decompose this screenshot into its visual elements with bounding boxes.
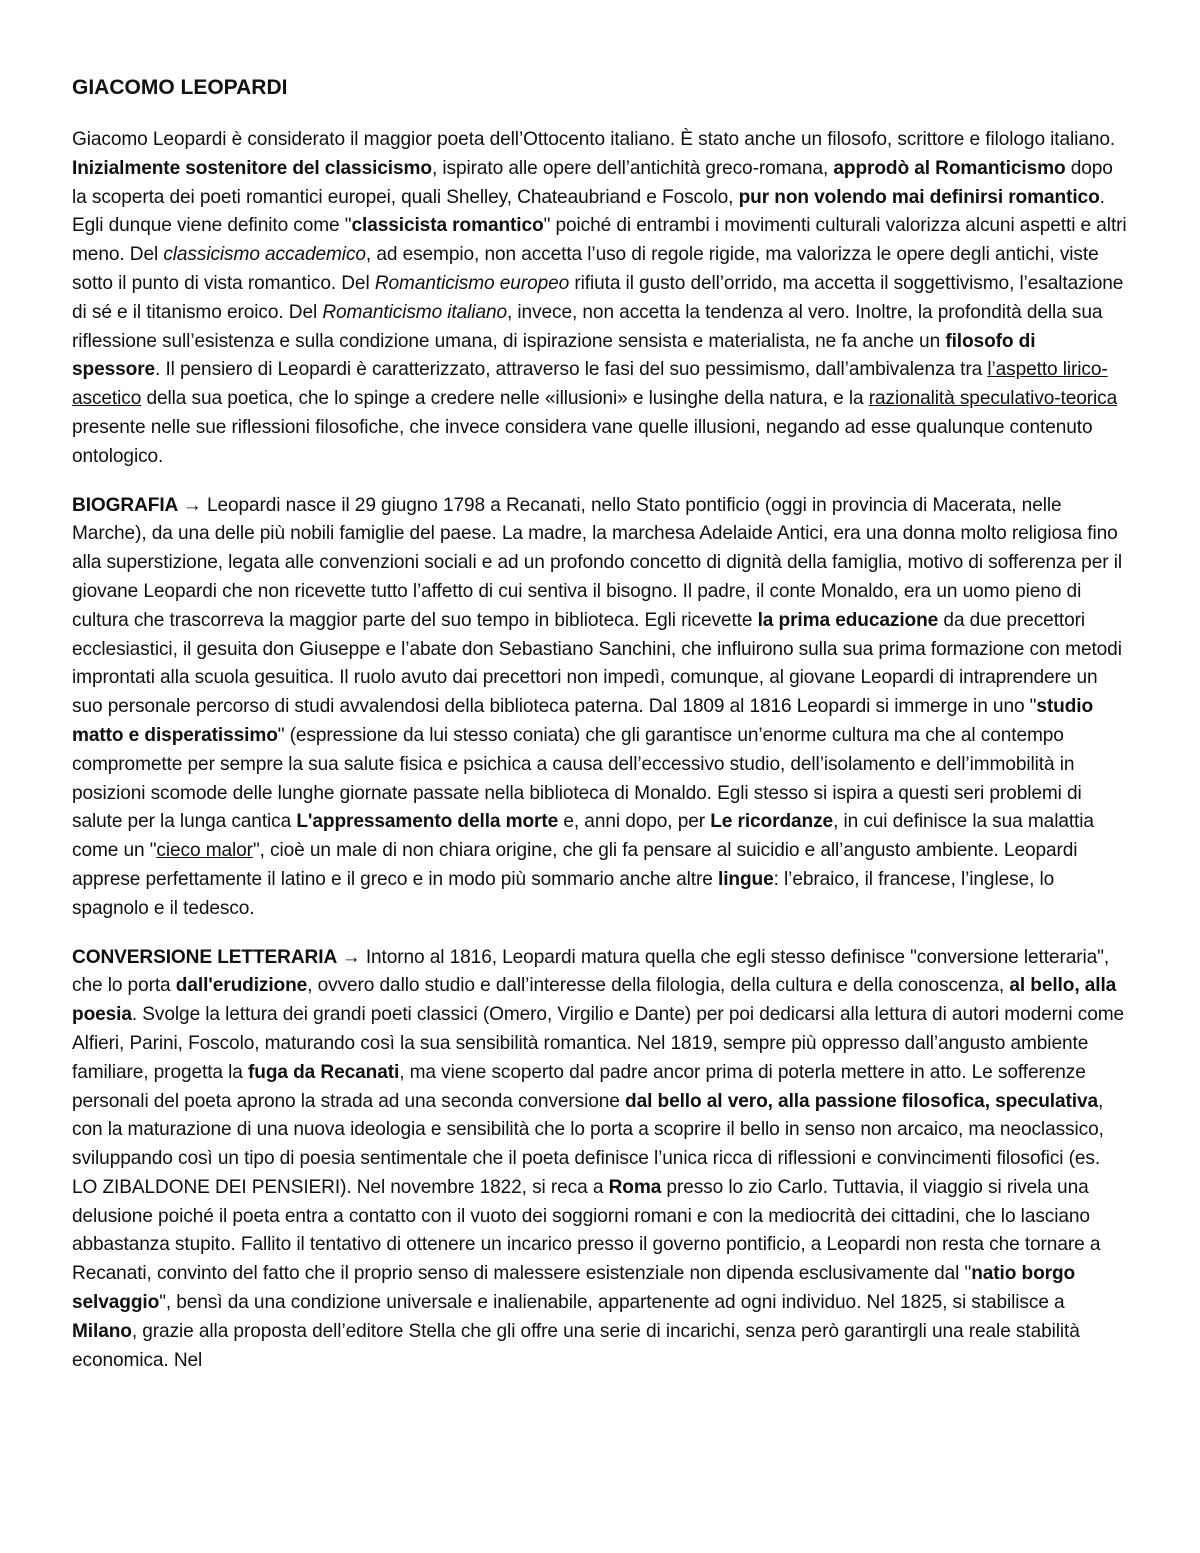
bold-run: la prima educazione xyxy=(757,609,939,631)
bold-run: approdò al Romanticismo xyxy=(833,157,1066,179)
text-run: rifiuta il gusto dell’orrido, ma accetta il soggettivismo, l’esaltazione di sé e il titanismo eroico. Del xyxy=(72,272,1124,323)
bold-run: natio borgo selvaggio xyxy=(72,1263,1076,1314)
text-run: da due precettori ecclesiastici, il gesuita don Giuseppe e l’abate don Sebastiano Sanchini, che influirono sulla sua prima formazione con metodi improntati alla scuola gesuitica. Il ruolo avuto dai precettori non impedì, comunque, al giovane Leopardi di intraprendere un suo personale percorso di studi avvalendosi della biblioteca paterna. Dal 1809 al 1816 Leopardi si immerge in uno " xyxy=(72,609,1122,718)
bold-run: lingue xyxy=(718,868,774,890)
text-run: presso lo zio Carlo. Tuttavia, il viaggio si rivela una delusione poiché il poeta entra a contatto con il vuoto dei soggiorni romani e con la mediocrità dei cittadini, che lo lasciano abbastanza stupito. Fallito il tentativo di ottenere un incarico presso il governo pontificio, a Leopardi non resta che tornare a Recanati, convinto del fatto che il proprio senso di malessere esistenziale non dipenda esclusivamente dal " xyxy=(72,1176,1101,1285)
text-run: e, anni dopo, per xyxy=(558,811,711,833)
italic-run: classicismo accademico xyxy=(163,244,366,266)
bold-run: al bello, alla poesia xyxy=(72,975,1117,1026)
text-run: presente nelle sue riflessioni filosofiche, che invece considera vane quelle illusioni, negando ad esse qualunque contenuto ontologico. xyxy=(72,416,1093,467)
text-run: , in cui definisce la sua malattia come un " xyxy=(72,811,1094,862)
text-run: " (espressione da lui stesso coniata) che gli garantisce un’enorme cultura ma che al contempo compromette per sempre la sua salute fisica e psichica a causa dell’eccessivo studio, dell’isolamento e dell’immobilità in posizioni scomode delle lunghe giornate passate nella biblioteca di Monaldo. Egli stesso si ispira a questi seri problemi di salute per la lunga cantica xyxy=(72,724,1082,833)
text-run: Giacomo Leopardi è considerato il maggior poeta dell’Ottocento italiano. È stato anche un filosofo, scrittore e filologo italiano. xyxy=(72,129,1116,150)
paragraph-conversione-letteraria xyxy=(72,944,1128,1376)
bold-run: L'appressamento della morte xyxy=(296,811,559,833)
text-run: ", cioè un male di non chiara origine, che gli fa pensare al suicidio e all’angusto ambiente. Leopardi apprese perfettamente il latino e il greco e in modo più sommario anche altre xyxy=(72,840,1078,890)
text-run: , grazie alla proposta dell’editore Stella che gli offre una serie di incarichi, senza però garantirgli una reale stabilità economica. Nel xyxy=(72,1320,1080,1371)
bold-run: dall'erudizione xyxy=(175,975,308,997)
bold-run: Le ricordanze xyxy=(710,811,834,833)
text-run: , ad esempio, non accetta l’uso di regole rigide, ma valorizza le opere degli antichi, viste sotto il punto di vista romantico. Del xyxy=(72,244,1099,294)
bold-run: BIOGRAFIA → xyxy=(72,494,202,516)
bold-run: dal bello al vero, alla passione filosofica, speculativa xyxy=(625,1090,1099,1112)
bold-run: filosofo di spessore xyxy=(72,330,1036,381)
text-run: della sua poetica, che lo spinge a credere nelle «illusioni» e lusinghe della natura, e la xyxy=(141,388,869,410)
text-run: , ma viene scoperto dal padre ancor prima di poterla mettere in atto. Le sofferenze personali del poeta aprono la strada ad una seconda conversione xyxy=(72,1061,1086,1112)
text-run: . Svolge la lettura dei grandi poeti classici (Omero, Virgilio e Dante) per poi dedicarsi alla lettura di autori moderni come Alfieri, Parini, Foscolo, maturando così la sua sensibilità romantica. Nel 1819, sempre più oppresso dall’angusto ambiente familiare, progetta la xyxy=(72,1004,1125,1083)
bold-run: Inizialmente sostenitore del classicismo xyxy=(72,157,432,179)
italic-run: Romanticismo europeo xyxy=(374,272,570,294)
underlined-run: razionalità speculativo-teorica xyxy=(868,388,1118,410)
text-run: , invece, non accetta la tendenza al vero. Inoltre, la profondità della sua riflessione sull’esistenza e sulla condizione umana, di ispirazione sensista e materialista, ne fa anche un xyxy=(72,301,1103,352)
text-run: Intorno al 1816, Leopardi matura quella che egli stesso definisce "conversione letteraria", che lo porta xyxy=(72,946,1110,997)
bold-run: studio matto e disperatissimo xyxy=(72,696,1094,746)
text-run: dopo la scoperta dei poeti romantici europei, quali Shelley, Chateaubriand e Foscolo, xyxy=(72,157,1113,208)
bold-run: classicista romantico xyxy=(351,215,544,237)
bold-run: pur non volendo mai definirsi romantico xyxy=(738,186,1100,208)
text-run: , ovvero dallo studio e dall’interesse della filologia, della cultura e della conoscenza, xyxy=(307,975,1010,997)
text-run: . Il pensiero di Leopardi è caratterizzato, attraverso le fasi del suo pessimismo, dall’ambivalenza tra xyxy=(155,359,988,381)
text-run: Leopardi nasce il 29 giugno 1798 a Recanati, nello Stato pontificio (oggi in provincia di Macerata, nelle Marche), da una delle più nobili famiglie del paese. La madre, la marchesa Adelaide Antici, era una donna molto religiosa fino alla superstizione, legata alle convenzioni sociali e ad un profondo concetto di dignità della famiglia, motivo di sofferenza per il giovane Leopardi che non ricevette tutto l’affetto di cui sentiva il bisogno. Il padre, il conte Monaldo, era un uomo pieno di cultura che trascorreva la maggior parte del suo tempo in biblioteca. Egli ricevette xyxy=(72,494,1122,631)
text-run: . Egli dunque viene definito come " xyxy=(72,186,1105,237)
text-run: ", bensì da una condizione universale e inalienabile, appartenente ad ogni individuo. Nel 1825, si stabilisce a xyxy=(159,1292,1065,1314)
underlined-run: l’aspetto lirico-ascetico xyxy=(72,359,1108,410)
text-run: , con la maturazione di una nuova ideologia e sensibilità che lo porta a scoprire il bello in senso non arcaico, ma neoclassico, sviluppando così un tipo di poesia sentimentale che il poeta definisce l’unica ricca di riflessioni e convincimenti filosofici (es. LO ZIBALDONE DEI PENSIERI). Nel novembre 1822, si reca a xyxy=(72,1090,1104,1198)
italic-run: Romanticismo italiano xyxy=(322,301,507,323)
paragraph-intro xyxy=(72,126,1128,472)
bold-run: CONVERSIONE LETTERARIA → xyxy=(72,946,361,968)
text-run: : l’ebraico, il francese, l’inglese, lo spagnolo e il tedesco. xyxy=(72,868,1055,919)
bold-run: fuga da Recanati xyxy=(248,1061,400,1083)
underlined-run: cieco malor xyxy=(156,840,253,862)
page-title: GIACOMO LEOPARDI xyxy=(72,76,288,99)
text-run: , ispirato alle opere dell’antichità greco-romana, xyxy=(431,157,834,179)
paragraph-biografia xyxy=(72,492,1128,924)
text-run: " poiché di entrambi i movimenti culturali valorizza alcuni aspetti e altri meno. Del xyxy=(72,215,1127,266)
bold-run: Roma xyxy=(608,1176,662,1198)
bold-run: Milano xyxy=(72,1320,132,1342)
